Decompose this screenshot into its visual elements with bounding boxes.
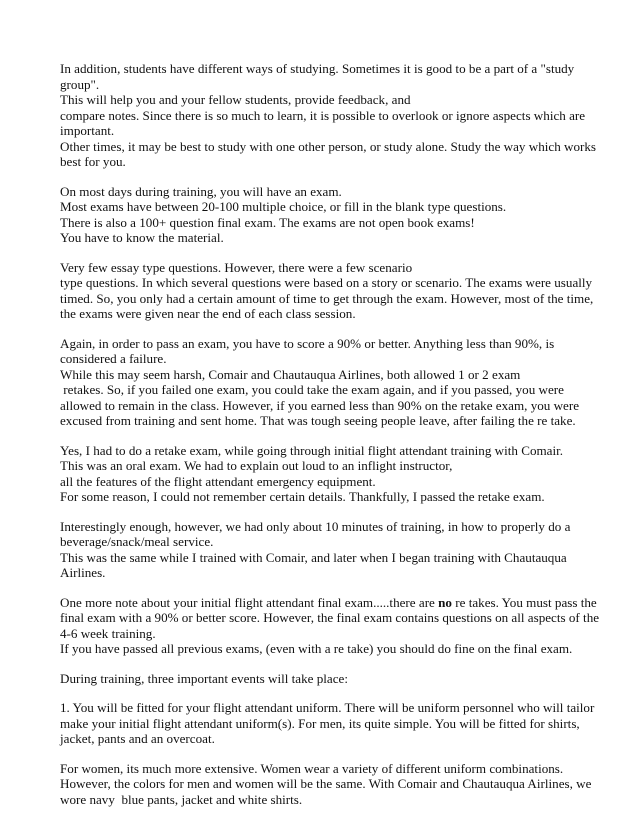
text-line: the exams were given near the end of each class session. <box>60 306 356 321</box>
text-line: Very few essay type questions. However, there were a few scenario <box>60 259 413 275</box>
text-line: For women, its much more extensive. Women wear a variety of different uniform combinations. <box>60 760 564 776</box>
paragraph-beverage-service <box>60 519 580 581</box>
text-line: 4-6 week training. <box>60 625 156 641</box>
text-segment: re takes. You must pass the <box>451 594 597 610</box>
text-line: final exam with a 90% or better score. However, the final exam contains questions on all aspects of the <box>60 610 600 625</box>
text-line: considered a failure. <box>60 351 167 366</box>
text-line: make your initial flight attendant uniform(s). For men, its quite simple. You will be fitted for shirts, <box>60 715 580 731</box>
text-line: best for you. <box>60 154 126 169</box>
text-line: group". <box>60 76 100 92</box>
text-line: In addition, students have different ways of studying. Sometimes it is good to be a part of a "study <box>60 61 575 76</box>
text-line: 1. You will be fitted for your flight attendant uniform. There will be uniform personnel who will tailor <box>60 700 595 715</box>
text-line: wore navy blue pants, jacket and white shirts. <box>60 791 303 807</box>
paragraph-retake <box>60 443 580 505</box>
text-line: Other times, it may be best to study with one other person, or study alone. Study the way which works <box>60 138 597 154</box>
text-line: This was the same while I trained with Comair, and later when I began training with Chautauqua <box>60 549 567 565</box>
text-line: retakes. So, if you failed one exam, you could take the exam again, and if you passed, you were <box>60 382 564 397</box>
text-line: type questions. In which several questions were based on a story or scenario. The exams were usually <box>60 275 593 290</box>
text-line: excused from training and sent home. That was tough seeing people leave, after failing the re take. <box>60 413 576 428</box>
paragraph-final-exam <box>60 594 600 657</box>
paragraph-question-types <box>60 259 594 322</box>
text-line: beverage/snack/meal service. <box>60 534 214 549</box>
text-line: important. <box>60 123 115 138</box>
text-line: all the features of the flight attendant emergency equipment. <box>60 473 376 489</box>
text-line: Again, in order to pass an exam, you have to score a 90% or better. Anything less than 90%, is <box>60 335 555 351</box>
text-line <box>60 594 597 611</box>
text-line: On most days during training, you will have an exam. <box>60 183 342 199</box>
text-line: However, the colors for men and women will be the same. With Comair and Chautauqua Airlines, we <box>60 776 592 791</box>
text-line: Interestingly enough, however, we had only about 10 minutes of training, in how to properly do a <box>60 518 571 534</box>
paragraph-study-ways <box>60 61 597 170</box>
text-line: allowed to remain in the class. However, if you earned less than 90% on the retake exam, you were <box>60 397 580 413</box>
text-line: If you have passed all previous exams, (even with a re take) you should do fine on the final exam. <box>60 641 573 656</box>
text-line: This was an oral exam. We had to explain out loud to an inflight instructor, <box>60 458 453 473</box>
text-line: You have to know the material. <box>60 230 224 245</box>
text-line: During training, three important events will take place: <box>60 670 348 686</box>
paragraph-passing-score <box>60 336 580 429</box>
text-line: jacket, pants and an overcoat. <box>60 731 215 746</box>
document-page <box>60 61 600 821</box>
text-line: This will help you and your fellow students, provide feedback, and <box>60 92 411 107</box>
emphasis-text: no <box>438 594 452 610</box>
text-line: Yes, I had to do a retake exam, while going through initial flight attendant training with Comair. <box>60 442 564 458</box>
paragraph-exams <box>60 184 580 246</box>
text-line: compare notes. Since there is so much to learn, it is possible to overlook or ignore aspects which are <box>60 107 586 123</box>
text-line: Airlines. <box>60 565 106 580</box>
text-line: While this may seem harsh, Comair and Chautauqua Airlines, both allowed 1 or 2 exam <box>60 366 521 382</box>
text-line: For some reason, I could not remember certain details. Thankfully, I passed the retake exam. <box>60 489 545 504</box>
text-segment: One more note about your initial flight attendant final exam.....there are <box>60 594 439 610</box>
paragraph-uniform-fitting <box>60 700 595 747</box>
paragraph-women-uniforms <box>60 760 592 808</box>
text-line: timed. So, you only had a certain amount of time to get through the exam. However, most of the time, <box>60 290 594 306</box>
text-line: Most exams have between 20-100 multiple choice, or fill in the blank type questions. <box>60 199 507 214</box>
text-line: There is also a 100+ question final exam. The exams are not open book exams! <box>60 214 475 230</box>
paragraph-three-events <box>60 671 580 687</box>
